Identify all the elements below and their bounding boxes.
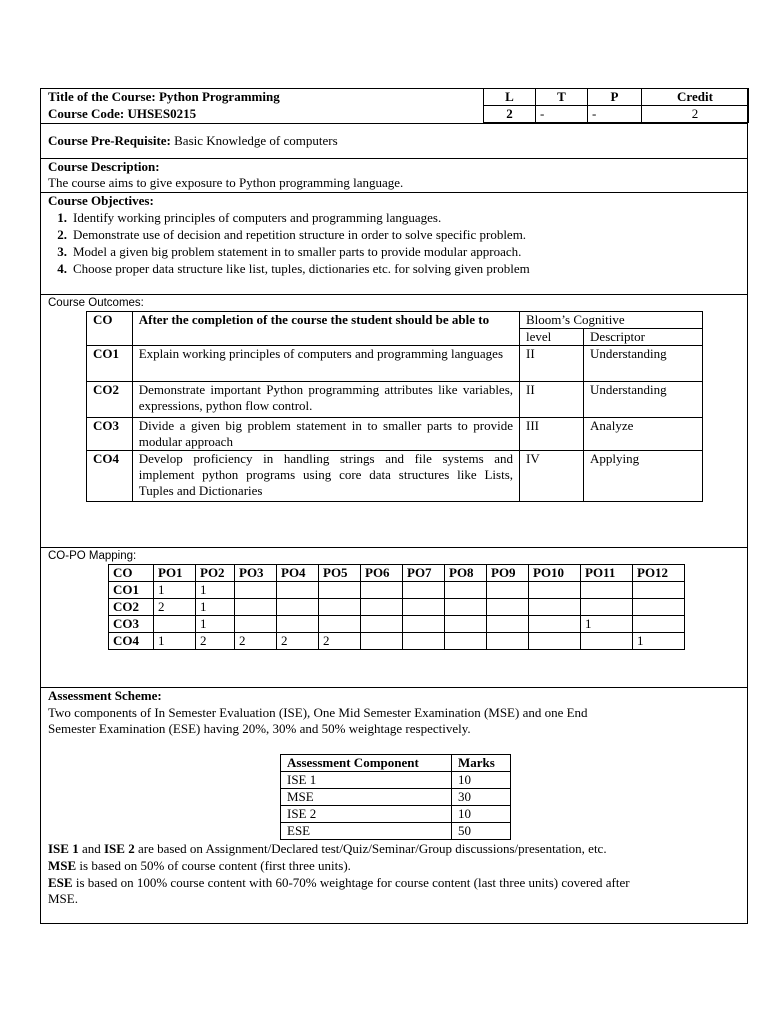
table-row: CO2 2 1 <box>109 599 685 616</box>
assessment-intro-2: Semester Examination (ESE) having 20%, 30% and 50% weightage respectively. <box>48 721 471 736</box>
table-row: CO4 1 2 2 2 2 1 <box>109 633 685 650</box>
table-row: CO3 Divide a given big problem statement in to smaller parts to provide modular approach III Analyze <box>87 418 703 451</box>
col-p: P <box>587 89 641 106</box>
course-code: Course Code: UHSES0215 <box>48 106 197 121</box>
list-item: 2. Demonstrate use of decision and repetition structure in order to solve specific problem. <box>57 227 527 242</box>
assessment-note-mse: MSE is based on 50% of course content (first three units). <box>48 858 351 873</box>
co-po-table: CO PO1 PO2 PO3 PO4 PO5 PO6 PO7 PO8 PO9 PO10 PO11 PO12 CO1 1 1 CO2 2 1 CO3 1 1 CO4 1 2 2 2 2 1 <box>108 564 685 650</box>
col-credit: Credit <box>641 89 748 106</box>
table-row: CO2 Demonstrate important Python programming attributes like variables, expressions, python flow control. II Understanding <box>87 382 703 418</box>
outcomes-section <box>41 295 747 548</box>
objectives-label: Course Objectives: <box>48 193 154 208</box>
prereq-value: Basic Knowledge of computers <box>174 133 338 148</box>
bloom-header: Bloom’s Cognitive <box>520 312 703 329</box>
col-l: L <box>484 89 536 106</box>
description-text: The course aims to give exposure to Python programming language. <box>48 175 404 190</box>
outcomes-label: Course Outcomes: <box>48 297 144 309</box>
val-t: - <box>535 106 587 123</box>
table-row: ESE 50 <box>281 823 511 840</box>
table-row: ISE 2 10 <box>281 806 511 823</box>
assessment-note-ese: ESE is based on 100% course content with 60-70% weightage for course content (last three units) covered after <box>48 875 630 890</box>
objectives-list <box>47 209 530 277</box>
assessment-note-ise: ISE 1 and ISE 2 are based on Assignment/Declared test/Quiz/Seminar/Group discussions/presentation, etc. <box>48 841 607 856</box>
co-desc-header: After the completion of the course the student should be able to <box>132 312 519 346</box>
list-item: 3. Model a given big problem statement in to smaller parts to provide modular approach. <box>57 244 522 259</box>
table-row: CO4 Develop proficiency in handling strings and file systems and implement python programs using core data structures like Lists, Tuples and Dictionaries IV Applying <box>87 451 703 502</box>
val-p: - <box>587 106 641 123</box>
assessment-table <box>280 754 511 840</box>
prerequisite-section <box>41 124 747 159</box>
component-header: Assessment Component <box>281 755 452 772</box>
ltp-credit-table <box>483 88 749 123</box>
assessment-intro-1: Two components of In Semester Evaluation (ISE), One Mid Semester Examination (MSE) and one End <box>48 705 588 720</box>
table-row: ISE 1 10 <box>281 772 511 789</box>
descriptor-header: Descriptor <box>584 329 703 346</box>
table-row: CO1 Explain working principles of computers and programming languages II Understanding <box>87 346 703 382</box>
description-label: Course Description: <box>48 159 160 174</box>
description-section <box>41 159 747 193</box>
level-header: level <box>520 329 584 346</box>
assessment-label: Assessment Scheme: <box>48 688 162 703</box>
course-title: Title of the Course: Python Programming <box>48 89 280 104</box>
list-item: 4. Choose proper data structure like list, tuples, dictionaries etc. for solving given problem <box>57 261 530 276</box>
prereq-label: Course Pre-Requisite: <box>48 133 171 148</box>
objectives-section <box>41 193 747 295</box>
syllabus-page <box>40 88 748 924</box>
mapping-label: CO-PO Mapping: <box>48 550 137 562</box>
col-t: T <box>535 89 587 106</box>
val-credit: 2 <box>641 106 748 123</box>
list-item: 1. Identify working principles of computers and programming languages. <box>57 210 442 225</box>
val-l: 2 <box>484 106 536 123</box>
table-row: CO3 1 1 <box>109 616 685 633</box>
mapping-section <box>41 548 747 688</box>
assessment-note-ese-cont: MSE. <box>48 891 78 906</box>
assessment-section <box>41 688 747 925</box>
course-header <box>41 89 747 124</box>
co-col-header: CO <box>87 312 133 346</box>
marks-header: Marks <box>452 755 511 772</box>
outcomes-table <box>86 311 703 502</box>
table-row: MSE 30 <box>281 789 511 806</box>
table-row: CO1 1 1 <box>109 582 685 599</box>
